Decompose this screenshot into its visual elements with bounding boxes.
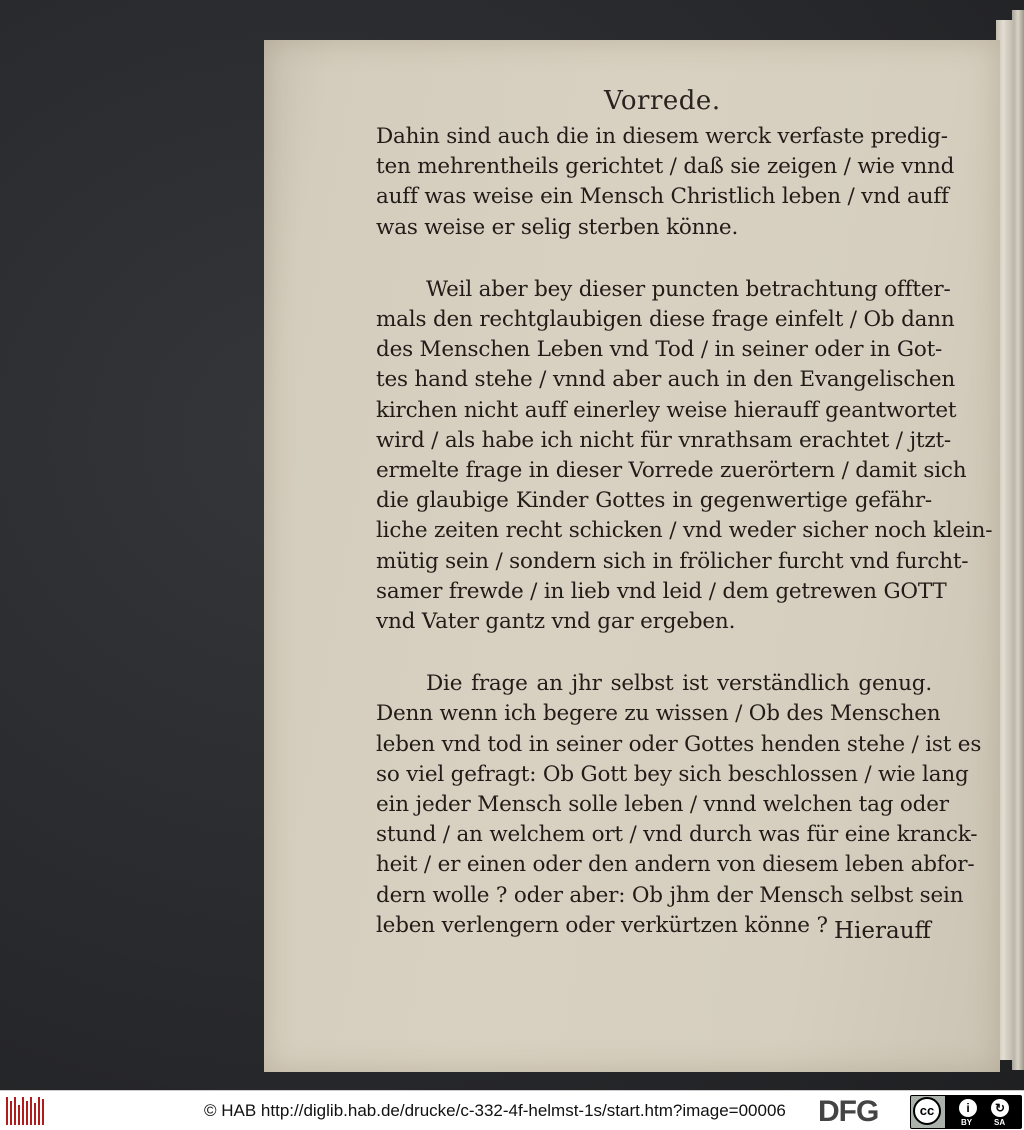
text-line: ein jeder Mensch solle leben / vnnd welchen tag oder — [376, 792, 949, 818]
text-line: ermelte frage in dieser Vorrede zuerörtern / damit sich — [376, 458, 967, 484]
text-line: ten mehrentheils gerichtet / daß sie zeigen / wie vnnd — [376, 154, 955, 180]
text-line: liche zeiten recht schicken / vnd weder sicher noch klein- — [376, 518, 993, 544]
copyright-link[interactable]: © HAB http://diglib.hab.de/drucke/c-332-4f-helmst-1s/start.htm?image=00006 — [204, 1101, 786, 1120]
text-line: stund / an welchem ort / vnd durch was für eine kranck- — [376, 822, 978, 848]
text-line: des Menschen Leben vnd Tod / in seiner oder in Got- — [376, 337, 943, 363]
viewer-footer — [0, 1090, 1024, 1130]
paragraph-1 — [376, 122, 955, 243]
cc-by-label: BY — [961, 1118, 973, 1127]
body-text — [376, 122, 993, 941]
running-head: Vorrede. — [604, 86, 721, 116]
text-line: die glaubige Kinder Gottes in gegenwertige gefähr- — [376, 488, 932, 514]
barcode-icon — [6, 1097, 46, 1125]
text-line: kirchen nicht auff einerley weise hierauff geantwortet — [376, 397, 957, 423]
text-line: dern wolle ? oder aber: Ob jhm der Mensch selbst sein — [376, 882, 964, 908]
text-line: Dahin sind auch die in diesem werck verfaste predig- — [376, 124, 948, 149]
share-alike-icon: ↻ — [991, 1099, 1009, 1117]
text-line: mütig sein / sondern sich in frölicher furcht vnd furcht- — [376, 548, 969, 574]
paragraph-2 — [376, 275, 993, 637]
text-line: leben vnd tod in seiner oder Gottes henden stehe / ist es — [376, 731, 982, 757]
text-line: wird / als habe ich nicht für vnrathsam erachtet / jtzt- — [376, 427, 951, 453]
cc-icon: cc — [913, 1097, 941, 1125]
text-line: samer frewde / in lieb vnd leid / dem getrewen GOTT — [376, 578, 947, 604]
paragraph-3 — [376, 669, 982, 941]
text-line: Denn wenn ich begere zu wissen / Ob des Menschen — [376, 701, 941, 727]
text-line: was weise er selig sterben könne. — [376, 214, 739, 240]
text-line: Weil aber bey dieser puncten betrachtung offter- — [426, 276, 951, 302]
text-line: tes hand stehe / vnnd aber auch in den Evangelischen — [376, 367, 956, 393]
cc-license-badge[interactable] — [910, 1095, 1022, 1129]
dfg-logo: DFG — [818, 1095, 879, 1128]
cc-sa-label: SA — [994, 1118, 1006, 1127]
text-line: so viel gefragt: Ob Gott bey sich beschlossen / wie lang — [376, 761, 969, 787]
text-line: heit / er einen oder den andern von diesem leben abfor- — [376, 852, 975, 878]
text-line: leben verlengern oder verkürtzen könne ? — [376, 912, 828, 938]
text-line: Die frage an jhr selbst ist verständlich genug. — [426, 671, 932, 697]
text-line: mals den rechtglaubigen diese frage einfelt / Ob dann — [376, 307, 955, 333]
text-line: vnd Vater gantz vnd gar ergeben. — [376, 609, 736, 635]
catchword: Hierauff — [834, 918, 931, 944]
text-line: auff was weise ein Mensch Christlich leben / vnd auff — [376, 184, 949, 210]
person-icon: i — [959, 1099, 977, 1117]
